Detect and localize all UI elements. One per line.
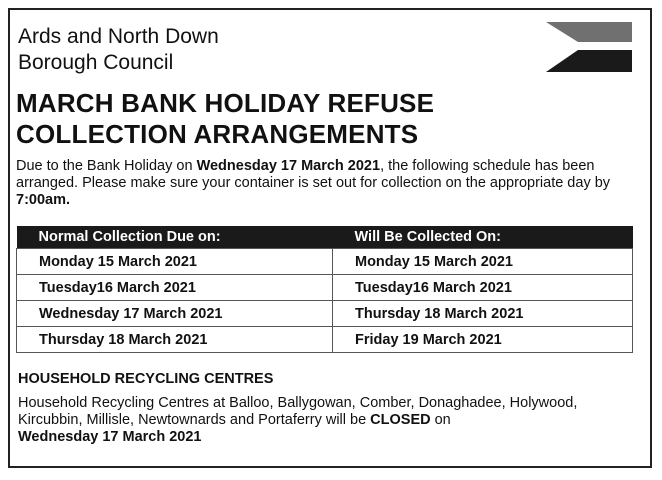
chevron-stripes-icon (536, 22, 632, 72)
table-row (17, 327, 633, 353)
council-name (18, 24, 219, 76)
collected-date-cell: Monday 15 March 2021 (333, 249, 633, 275)
normal-date-cell: Wednesday 17 March 2021 (17, 301, 333, 327)
recycling-heading: HOUSEHOLD RECYCLING CENTRES (18, 371, 274, 387)
normal-date-cell: Monday 15 March 2021 (17, 249, 333, 275)
council-name-line2: Borough Council (18, 51, 174, 74)
collected-date-cell: Thursday 18 March 2021 (333, 301, 633, 327)
table-header-row (17, 226, 633, 249)
table-row (17, 275, 633, 301)
recycling-paragraph (18, 395, 628, 446)
header-normal-collection: Normal Collection Due on: (17, 226, 333, 249)
collection-schedule-table (16, 226, 633, 353)
intro-text-2: , the following schedule has been arranged. Please make sure your container is set out for collection on the appropriate day by (16, 158, 611, 191)
normal-date-cell: Thursday 18 March 2021 (17, 327, 333, 353)
intro-time: 7:00am. (16, 192, 71, 208)
recycling-text-1: Household Recycling Centres at Balloo, Ballygowan, Comber, Donaghadee, Holywood, Kircubbin, Millisle, Newtownards and Portaferry will be (18, 395, 578, 428)
recycling-date: Wednesday 17 March 2021 (18, 429, 202, 445)
table-row (17, 301, 633, 327)
recycling-closed: CLOSED (370, 412, 431, 428)
collected-date-cell: Friday 19 March 2021 (333, 327, 633, 353)
table-row (17, 249, 633, 275)
intro-paragraph (16, 158, 626, 209)
council-name-line1: Ards and North Down (18, 25, 219, 48)
collected-date-cell: Tuesday16 March 2021 (333, 275, 633, 301)
header-will-be-collected: Will Be Collected On: (333, 226, 633, 249)
intro-holiday-date: Wednesday 17 March 2021 (196, 158, 381, 174)
recycling-text-2: on (430, 412, 451, 428)
normal-date-cell: Tuesday16 March 2021 (17, 275, 333, 301)
notice-title (16, 88, 434, 150)
notice-title-line2: COLLECTION ARRANGEMENTS (16, 119, 419, 149)
notice-title-line1: MARCH BANK HOLIDAY REFUSE (16, 88, 435, 118)
intro-text-1: Due to the Bank Holiday on (16, 158, 197, 174)
